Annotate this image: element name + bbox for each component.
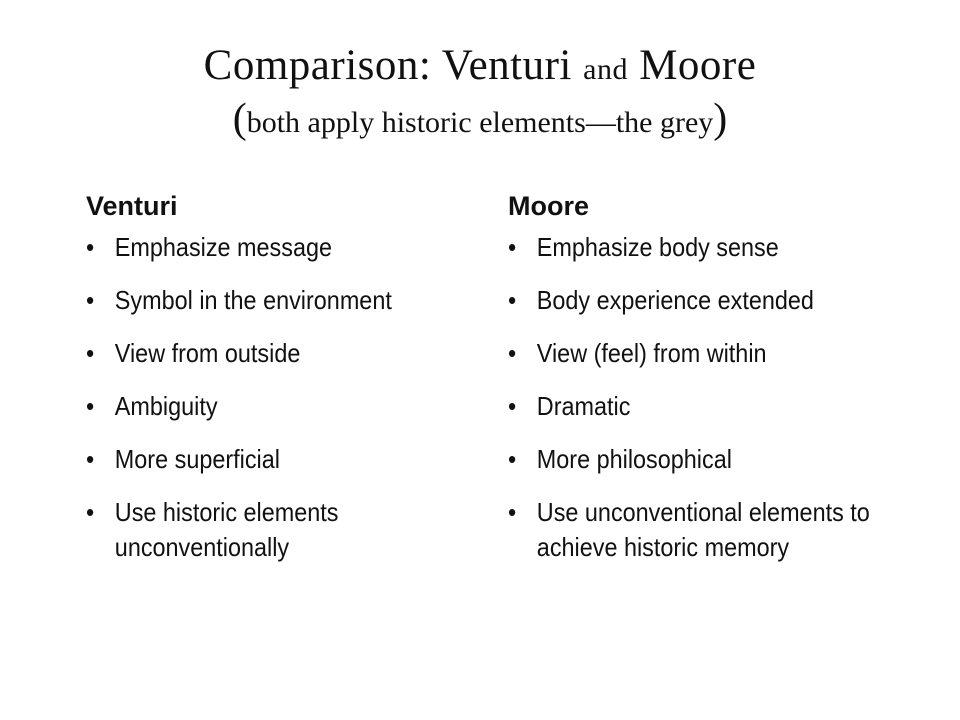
bullet-icon: •	[86, 497, 95, 527]
list-item-text: Body experience extended	[536, 285, 814, 315]
moore-heading: Moore	[508, 191, 589, 221]
list-item	[508, 389, 886, 424]
bullet-icon: •	[86, 338, 95, 368]
venturi-heading: Venturi	[86, 191, 178, 221]
list-item-text: Symbol in the environment	[114, 285, 392, 315]
list-item	[86, 336, 446, 371]
list-item	[86, 283, 446, 318]
title-and: and	[583, 53, 628, 86]
list-item-text: Dramatic	[536, 391, 631, 421]
bullet-icon: •	[86, 391, 95, 421]
list-item-text: Use historic elements unconventionally	[114, 497, 339, 562]
list-item	[86, 442, 446, 477]
list-item	[86, 230, 446, 265]
list-item-text: Emphasize message	[114, 232, 333, 262]
bullet-icon: •	[508, 391, 517, 421]
bullet-icon: •	[508, 285, 517, 315]
title-part-1: Comparison: Venturi	[203, 42, 584, 89]
bullet-icon: •	[508, 497, 517, 527]
bullet-icon: •	[86, 285, 95, 315]
bullet-icon: •	[508, 444, 517, 474]
title-close-paren: )	[713, 95, 728, 142]
list-item-text: Ambiguity	[114, 391, 218, 421]
bullet-icon: •	[86, 444, 95, 474]
title-line-1	[0, 40, 960, 92]
bullet-icon: •	[86, 232, 95, 262]
moore-bullet-list	[508, 230, 928, 565]
list-item	[508, 230, 886, 265]
list-item	[508, 336, 886, 371]
venturi-bullet-list	[86, 230, 486, 565]
list-item	[86, 389, 446, 424]
list-item-text: Emphasize body sense	[536, 232, 779, 262]
venturi-column	[86, 186, 486, 583]
title-part-2: Moore	[627, 42, 757, 89]
moore-column	[508, 186, 928, 583]
list-item	[508, 442, 886, 477]
list-item	[508, 283, 886, 318]
bullet-icon: •	[508, 232, 517, 262]
bullet-icon: •	[508, 338, 517, 368]
title-open-paren: (	[232, 95, 247, 142]
list-item	[86, 495, 446, 565]
slide-title	[0, 40, 960, 144]
title-subtitle-text: both apply historic elements—the grey	[246, 105, 714, 139]
title-line-2	[0, 94, 960, 144]
list-item-text: Use unconventional elements to achieve historic memory	[536, 497, 870, 562]
list-item-text: More philosophical	[536, 444, 732, 474]
list-item-text: View (feel) from within	[536, 338, 767, 368]
list-item	[508, 495, 886, 565]
list-item-text: More superficial	[114, 444, 280, 474]
list-item-text: View from outside	[114, 338, 301, 368]
